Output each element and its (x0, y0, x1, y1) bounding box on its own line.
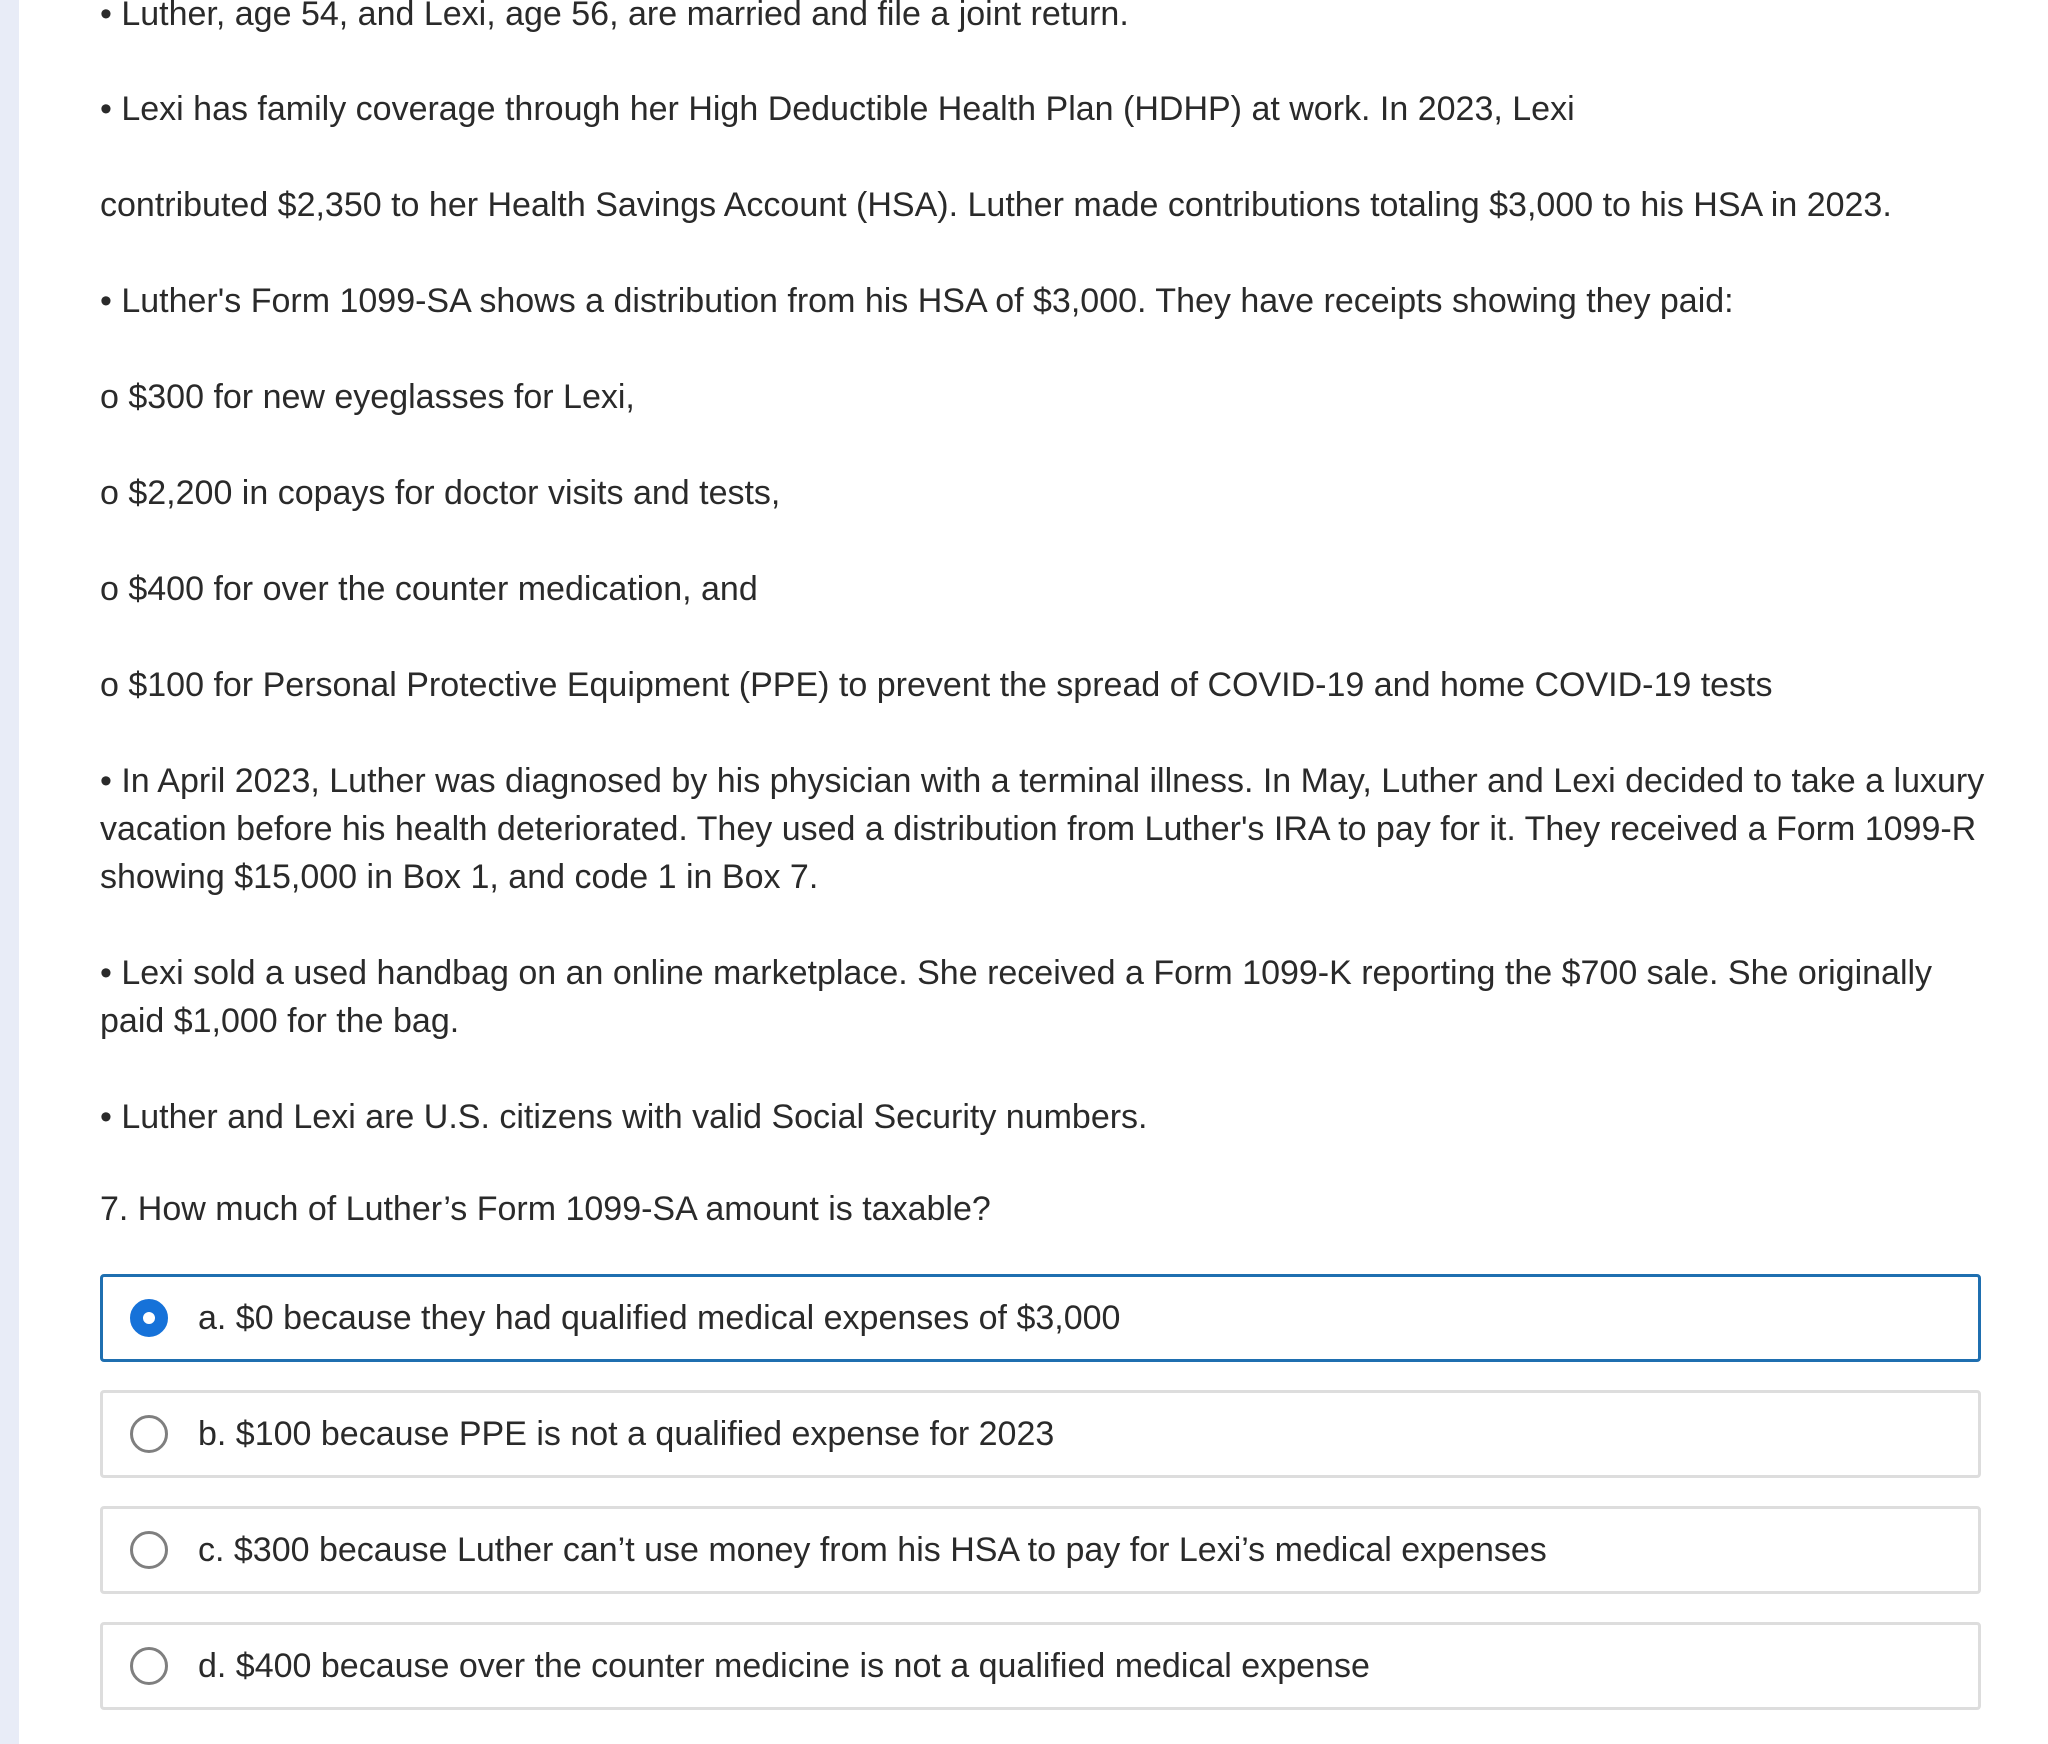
expense-ppe: o $100 for Personal Protective Equipment (PPE) to prevent the spread of COVID-19 and home COVID-19 tests (100, 666, 1773, 704)
answer-option-c[interactable] (100, 1506, 1981, 1594)
radio-unselected-icon[interactable] (130, 1531, 168, 1569)
scenario-line-1: • Luther, age 54, and Lexi, age 56, are married and file a joint return. (100, 0, 1129, 33)
answer-option-b[interactable] (100, 1390, 1981, 1478)
radio-selected-icon[interactable] (130, 1299, 168, 1337)
answer-option-a-label: a. $0 because they had qualified medical expenses of $3,000 (198, 1299, 1121, 1337)
citizenship-line: • Luther and Lexi are U.S. citizens with valid Social Security numbers. (100, 1098, 1148, 1136)
answer-option-b-label: b. $100 because PPE is not a qualified expense for 2023 (198, 1415, 1055, 1453)
question-prompt: 7. How much of Luther’s Form 1099-SA amount is taxable? (100, 1190, 991, 1228)
left-rail (0, 0, 19, 1744)
expense-otc-medication: o $400 for over the counter medication, and (100, 570, 758, 608)
answer-option-d[interactable] (100, 1622, 1981, 1710)
answer-option-c-label: c. $300 because Luther can’t use money from his HSA to pay for Lexi’s medical expenses (198, 1531, 1547, 1569)
expense-eyeglasses: o $300 for new eyeglasses for Lexi, (100, 378, 635, 416)
handbag-sale-paragraph: • Lexi sold a used handbag on an online marketplace. She received a Form 1099-K reporting the $700 sale. She originally paid $1,000 for the bag. (100, 954, 1933, 1040)
ira-distribution-paragraph: • In April 2023, Luther was diagnosed by his physician with a terminal illness. In May, Luther and Lexi decided to take a luxury vacation before his health deteriorated. They used a distribution from Luther's IRA to pay for it. They received a Form 1099-R showing $15,000 in Box 1, and code 1 in Box 7. (100, 762, 1985, 896)
expense-copays: o $2,200 in copays for doctor visits and tests, (100, 474, 781, 512)
scenario-line-4: • Luther's Form 1099-SA shows a distribution from his HSA of $3,000. They have receipts showing they paid: (100, 282, 1734, 320)
radio-unselected-icon[interactable] (130, 1647, 168, 1685)
scenario-line-2: • Lexi has family coverage through her High Deductible Health Plan (HDHP) at work. In 2023, Lexi (100, 90, 1575, 128)
answer-option-a[interactable] (100, 1274, 1981, 1362)
radio-unselected-icon[interactable] (130, 1415, 168, 1453)
answer-option-d-label: d. $400 because over the counter medicine is not a qualified medical expense (198, 1647, 1370, 1685)
scenario-line-3: contributed $2,350 to her Health Savings Account (HSA). Luther made contributions totaling $3,000 to his HSA in 2023. (100, 186, 1892, 224)
